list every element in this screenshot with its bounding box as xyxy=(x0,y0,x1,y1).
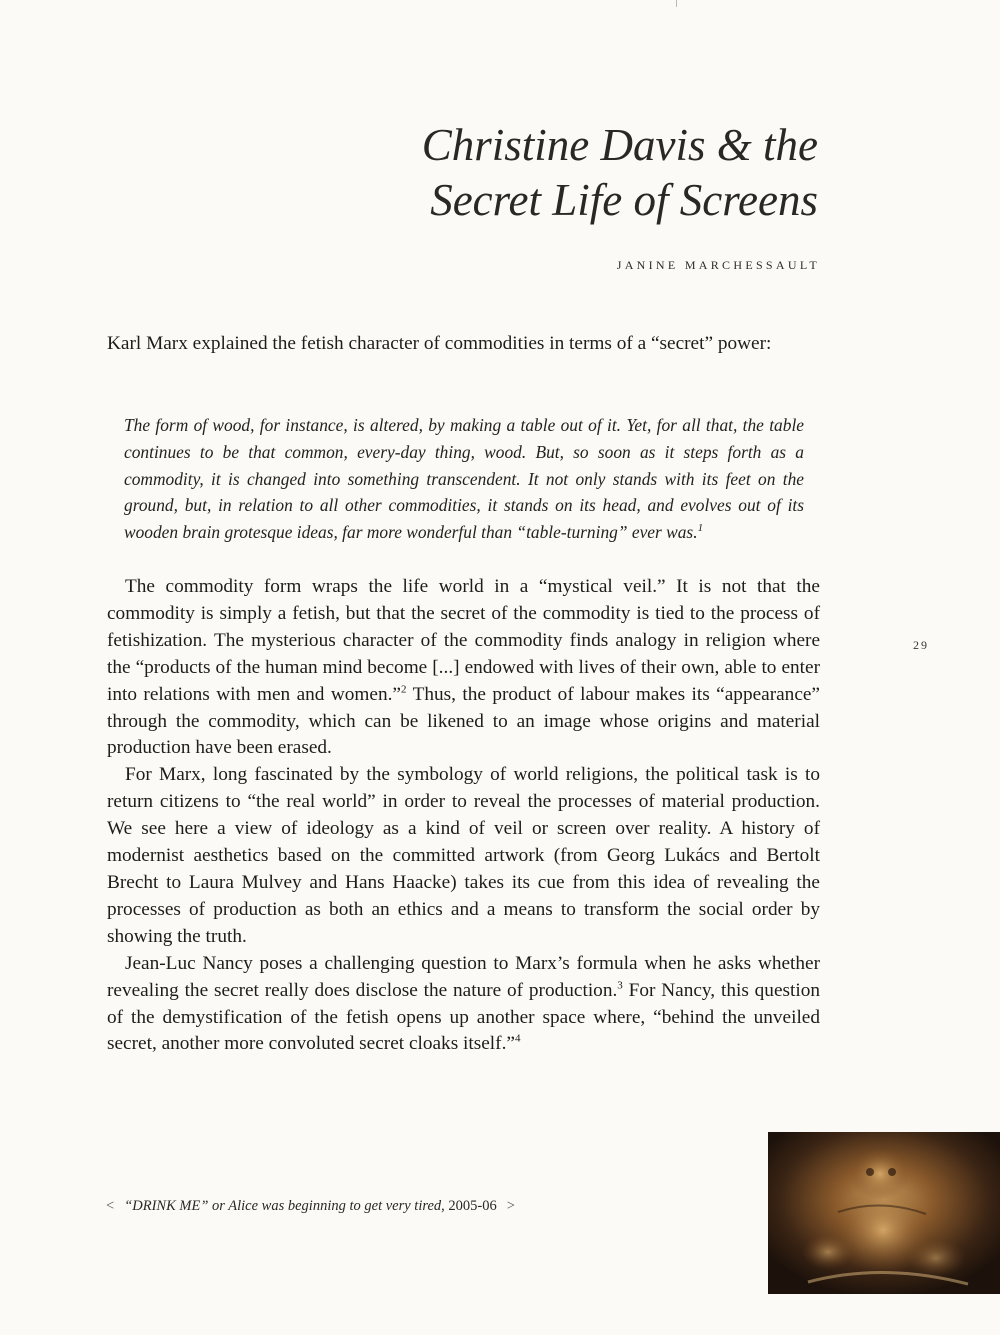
marx-quotation xyxy=(124,412,804,546)
article-title xyxy=(422,118,818,228)
previous-arrow-icon[interactable]: < xyxy=(106,1198,115,1214)
title-line-1: Christine Davis & the xyxy=(421,120,818,170)
page-number: 29 xyxy=(913,638,929,652)
intro-paragraph: Karl Marx explained the fetish character of commodities in terms of a “secret” power: xyxy=(107,333,772,354)
author-byline: JANINE MARCHESSAULT xyxy=(616,258,820,272)
paragraph-commodity-form xyxy=(107,574,820,762)
figure-caption xyxy=(106,1198,525,1215)
title-line-2: Secret Life of Screens xyxy=(430,175,818,225)
footnote-ref-1[interactable]: 1 xyxy=(697,522,704,535)
quote-text: The form of wood, for instance, is altered, by making a table out of it. Yet, for all that, the table continues to be that common, every-day thing, wood. But, so soon as it steps forth as a commodity, it is changed into something transcendent. It not only stands with its feet on the ground, but, in relation to all other commodities, it stands on its head, and evolves out of its wooden brain grotesque ideas, far more wonderful than “table-turning” ever was. xyxy=(124,415,804,543)
page-edge-mark xyxy=(676,0,677,7)
next-arrow-icon[interactable]: > xyxy=(506,1198,515,1214)
paragraph-text: For Nancy, this question of the demystification of the fetish opens up another space where, “behind the unveiled secret, another more convoluted secret cloaks itself.” xyxy=(107,979,820,1055)
paragraph-text: Jean-Luc Nancy poses a challenging question to Marx’s formula when he asks whether revealing the secret really does disclose the nature of production. xyxy=(107,952,820,1001)
artwork-year: 2005-06 xyxy=(448,1198,497,1214)
paragraph-text: Thus, the product of labour makes its “appearance” through the commodity, which can be likened to an image whose origins and material production have been erased. xyxy=(107,683,820,759)
footnote-ref-2[interactable]: 2 xyxy=(400,683,407,696)
artwork-image xyxy=(768,1132,1000,1294)
caption-separator: , xyxy=(441,1198,445,1214)
paragraph-marx-religions: For Marx, long fascinated by the symbology of world religions, the political task is to return citizens to “the real world” in order to reveal the processes of material production. We see here a view of ideology as a kind of veil or screen over reality. A history of modernist aesthetics based on the committed artwork (from Georg Lukács and Bertolt Brecht to Laura Mulvey and Hans Haacke) takes its cue from this idea of revealing the processes of production as both an ethics and a means to transform the social order by showing the truth. xyxy=(107,764,820,947)
article-body xyxy=(107,574,820,1058)
footnote-ref-3[interactable]: 3 xyxy=(617,979,623,992)
footnote-ref-4[interactable]: 4 xyxy=(514,1032,521,1045)
artwork-title: “DRINK ME” or Alice was beginning to get very tired xyxy=(124,1198,442,1214)
paragraph-nancy xyxy=(107,951,820,1059)
paragraph-text: The commodity form wraps the life world in a “mystical veil.” It is not that the commodity is simply a fetish, but that the secret of the commodity is tied to the process of fetishization. The mysterious character of the commodity finds analogy in religion where the “products of the human mind become [...] endowed with lives of their own, able to enter into relations with men and women.” xyxy=(107,576,820,705)
artwork-thumbnail xyxy=(768,1132,1000,1294)
